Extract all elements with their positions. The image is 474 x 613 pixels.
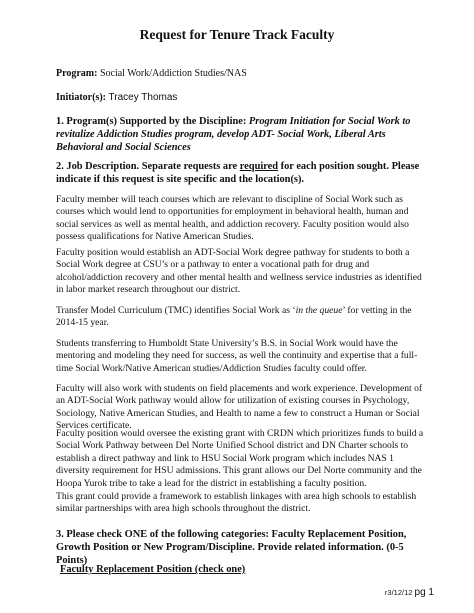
paragraph-3 bbox=[56, 305, 426, 330]
replacement-heading: Faculty Replacement Position (check one) bbox=[60, 564, 246, 575]
initiator-line bbox=[56, 92, 426, 104]
paragraph-6: Faculty position would oversee the existing grant with CRDN which prioritizes funds to build a Social Work Pathway between Del Norte Unified School district and DN Charter schools to establish a direct pathway and link to HSU Social Work program which includes NAS 1 diversity requirement for HSU admissions. This grant allows our Del Norte community and the Hoopa Yurok tribe to take a lead for the district in establishing a faculty position. bbox=[56, 428, 424, 489]
section-3-heading: 3. Please check ONE of the following categories: Faculty Replacement Position, Growth Position or New Program/Discipline. Provide related information. (0-5 Points) bbox=[56, 529, 407, 566]
program-label: Program: bbox=[56, 68, 98, 79]
paragraph-7: This grant could provide a framework to establish linkages with area high schools to establish similar partnerships with area high schools throughout the district. bbox=[56, 491, 417, 515]
section-2-label-a: 2. Job Description. Separate requests are bbox=[56, 161, 240, 172]
program-line bbox=[56, 68, 426, 80]
section-2-label-b: for each position sought. Please indicate if this request is site specific and the location(s). bbox=[56, 161, 420, 185]
section-1-value: Program Initiation for Social Work to revitalize Addiction Studies program, develop ADT- Social Work, Liberal Arts Behavioral and Social Sciences bbox=[56, 116, 411, 153]
paragraph-2: Faculty position would establish an ADT-Social Work degree pathway for students to both a Social Work degree at CSU’s or a pathway to enter a vocational path for drug and alcohol/addiction recovery and other mental health and wellness service industries as identified in labor market research throughout our district. bbox=[56, 247, 422, 296]
footer-page: pg 1 bbox=[414, 587, 434, 598]
footer-date: r3/12/12 bbox=[384, 588, 413, 597]
required-underlined: required bbox=[239, 161, 279, 172]
paragraph-5: Faculty will also work with students on field placements and work experience. Development of an ADT-Social Work pathway would allow for utilization of existing courses in Psychology, Sociology, Native American Studies, and Health to name a few to construct a Human or Social Services certificate. bbox=[56, 383, 423, 432]
section-1-label: 1. Program(s) Supported by the Discipline: bbox=[56, 116, 247, 127]
paragraph-3-b: ’ for vetting in the 2014-15 year. bbox=[56, 305, 412, 329]
paragraph-3-a: Transfer Model Curriculum (TMC) identifies Social Work as ‘ bbox=[56, 305, 296, 316]
paragraph-4: Students transferring to Humboldt State University’s B.S. in Social Work would have the mentoring and modeling they need for success, as well the continuity and expertise that a full-time Social Work/Native American studies/Addiction Studies faculty could offer. bbox=[56, 338, 418, 374]
program-value: Social Work/Addiction Studies/NAS bbox=[99, 68, 247, 79]
section-2-heading bbox=[56, 160, 426, 186]
paragraph-1: Faculty member will teach courses which are relevant to discipline of Social Work such as courses which would lend to opportunities for employment in behavioral health, human and social services as well as mental health, and addiction recovery. Faculty position would also possess qualifications for Native American Studies. bbox=[56, 194, 409, 243]
page-title: Request for Tenure Track Faculty bbox=[139, 27, 335, 42]
initiator-value: Tracey Thomas bbox=[108, 92, 178, 103]
section-1 bbox=[56, 115, 426, 154]
initiator-label: Initiator(s): bbox=[56, 92, 106, 103]
paragraph-3-italic: in the queue bbox=[295, 305, 343, 316]
page-footer bbox=[385, 587, 434, 598]
